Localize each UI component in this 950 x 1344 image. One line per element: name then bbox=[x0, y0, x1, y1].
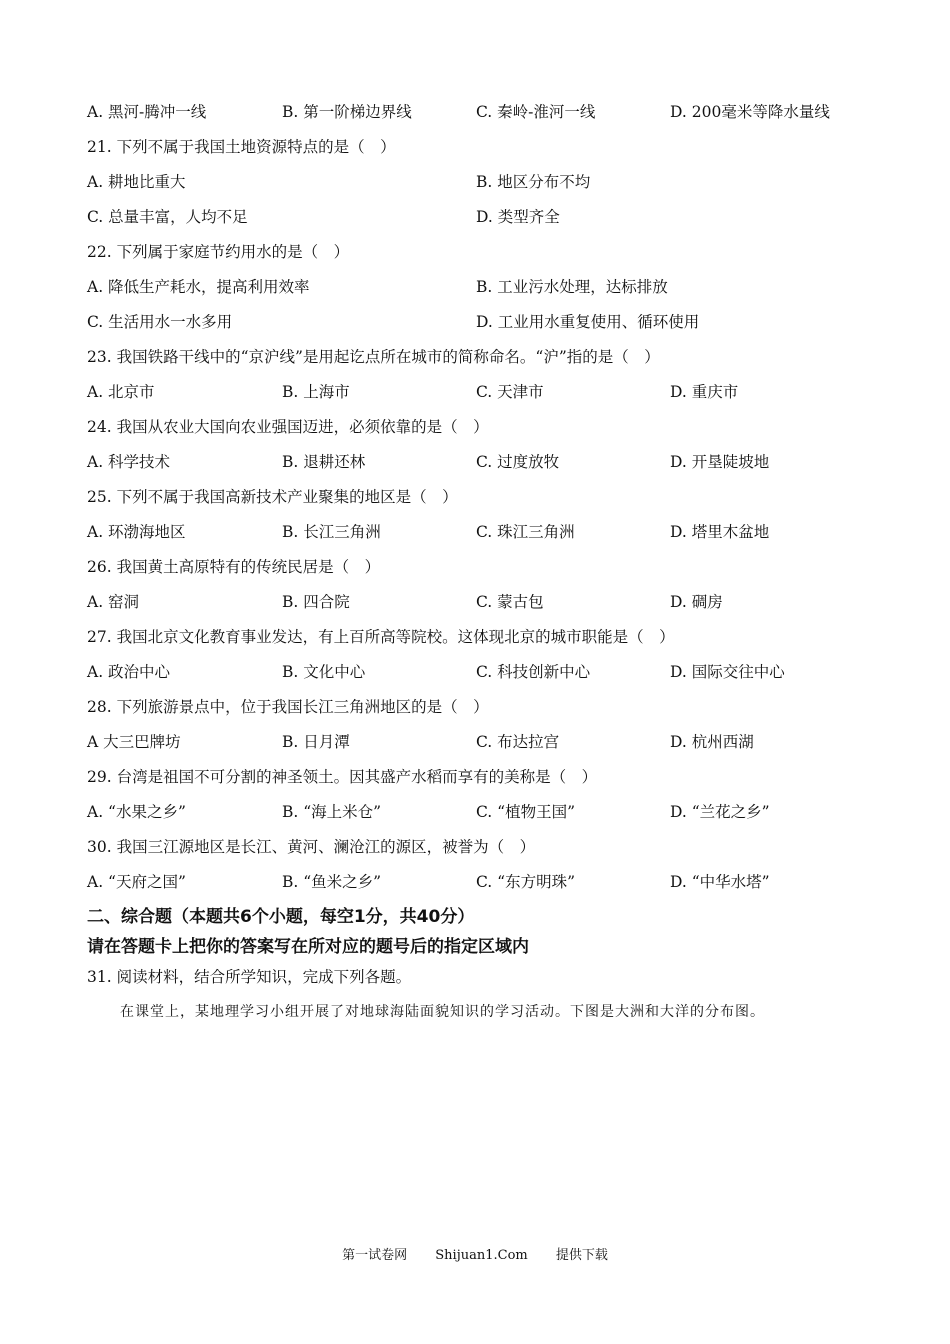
q22-stem: 22. 下列属于家庭节约用水的是（ ） bbox=[87, 243, 350, 261]
q28-option-a: A 大三巴牌坊 bbox=[87, 733, 181, 751]
q20-option-a: A. 黑河-腾冲一线 bbox=[87, 103, 207, 121]
q31-stem: 31. 阅读材料，结合所学知识，完成下列各题。 bbox=[87, 968, 412, 986]
q27-option-b: B. 文化中心 bbox=[282, 663, 366, 681]
q27-option-c: C. 科技创新中心 bbox=[476, 663, 591, 681]
q25-option-c: C. 珠江三角洲 bbox=[476, 523, 575, 541]
q26-stem: 26. 我国黄土高原特有的传统民居是（ ） bbox=[87, 558, 381, 576]
q21-option-d: D. 类型齐全 bbox=[476, 208, 560, 226]
q23-stem: 23. 我国铁路干线中的“京沪线”是用起讫点所在城市的简称命名。“沪”指的是（ ） bbox=[87, 348, 660, 366]
page-footer bbox=[0, 1244, 950, 1263]
q26-option-a: A. 窑洞 bbox=[87, 593, 140, 611]
q28-option-c: C. 布达拉宫 bbox=[476, 733, 560, 751]
section2-title: 二、综合题（本题共6个小题，每空1分，共40分） bbox=[87, 907, 475, 927]
footer-download-note: 提供下载 bbox=[555, 1248, 608, 1263]
q29-option-b: B. “海上米仓” bbox=[282, 803, 382, 821]
q30-option-a: A. “天府之国” bbox=[87, 873, 186, 891]
q26-option-b: B. 四合院 bbox=[282, 593, 350, 611]
q20-option-d: D. 200毫米等降水量线 bbox=[670, 103, 830, 121]
q22-option-a: A. 降低生产耗水，提高利用效率 bbox=[87, 278, 310, 296]
q22-option-b: B. 工业污水处理，达标排放 bbox=[476, 278, 668, 296]
q24-stem: 24. 我国从农业大国向农业强国迈进，必须依靠的是（ ） bbox=[87, 418, 489, 436]
q30-stem: 30. 我国三江源地区是长江、黄河、澜沧江的源区，被誉为（ ） bbox=[87, 838, 536, 856]
q23-option-a: A. 北京市 bbox=[87, 383, 155, 401]
q27-stem: 27. 我国北京文化教育事业发达，有上百所高等院校。这体现北京的城市职能是（ ） bbox=[87, 628, 675, 646]
q25-option-b: B. 长江三角洲 bbox=[282, 523, 381, 541]
q27-option-a: A. 政治中心 bbox=[87, 663, 171, 681]
q22-option-c: C. 生活用水一水多用 bbox=[87, 313, 233, 331]
q21-option-b: B. 地区分布不均 bbox=[476, 173, 591, 191]
q22-option-d: D. 工业用水重复使用、循环使用 bbox=[476, 313, 700, 331]
q20-option-b: B. 第一阶梯边界线 bbox=[282, 103, 412, 121]
q29-stem: 29. 台湾是祖国不可分割的神圣领土。因其盛产水稻而享有的美称是（ ） bbox=[87, 768, 598, 786]
q26-option-c: C. 蒙古包 bbox=[476, 593, 544, 611]
q25-option-a: A. 环渤海地区 bbox=[87, 523, 186, 541]
section2-instruction: 请在答题卡上把你的答案写在所对应的题号后的指定区域内 bbox=[87, 937, 529, 957]
q24-option-c: C. 过度放牧 bbox=[476, 453, 560, 471]
q26-option-d: D. 碉房 bbox=[670, 593, 723, 611]
q29-option-c: C. “植物王国” bbox=[476, 803, 576, 821]
q28-option-d: D. 杭州西湖 bbox=[670, 733, 754, 751]
q23-option-b: B. 上海市 bbox=[282, 383, 350, 401]
q31-material: 在课堂上，某地理学习小组开展了对地球海陆面貌知识的学习活动。下图是大洲和大洋的分布图。 bbox=[120, 1004, 765, 1020]
q21-option-c: C. 总量丰富，人均不足 bbox=[87, 208, 248, 226]
q21-stem: 21. 下列不属于我国土地资源特点的是（ ） bbox=[87, 138, 396, 156]
footer-site-name: 第一试卷网 bbox=[342, 1248, 408, 1263]
q28-stem: 28. 下列旅游景点中，位于我国长江三角洲地区的是（ ） bbox=[87, 698, 489, 716]
q24-option-d: D. 开垦陡坡地 bbox=[670, 453, 770, 471]
q24-option-b: B. 退耕还林 bbox=[282, 453, 366, 471]
q30-option-b: B. “鱼米之乡” bbox=[282, 873, 382, 891]
q29-option-a: A. “水果之乡” bbox=[87, 803, 186, 821]
q29-option-d: D. “兰花之乡” bbox=[670, 803, 770, 821]
q23-option-c: C. 天津市 bbox=[476, 383, 544, 401]
q25-stem: 25. 下列不属于我国高新技术产业聚集的地区是（ ） bbox=[87, 488, 458, 506]
q27-option-d: D. 国际交往中心 bbox=[670, 663, 785, 681]
q23-option-d: D. 重庆市 bbox=[670, 383, 739, 401]
q30-option-c: C. “东方明珠” bbox=[476, 873, 576, 891]
q24-option-a: A. 科学技术 bbox=[87, 453, 171, 471]
q28-option-b: B. 日月潭 bbox=[282, 733, 350, 751]
footer-site-url: Shijuan1.Com bbox=[435, 1248, 528, 1263]
q25-option-d: D. 塔里木盆地 bbox=[670, 523, 770, 541]
q20-option-c: C. 秦岭-淮河一线 bbox=[476, 103, 596, 121]
q30-option-d: D. “中华水塔” bbox=[670, 873, 770, 891]
q21-option-a: A. 耕地比重大 bbox=[87, 173, 186, 191]
